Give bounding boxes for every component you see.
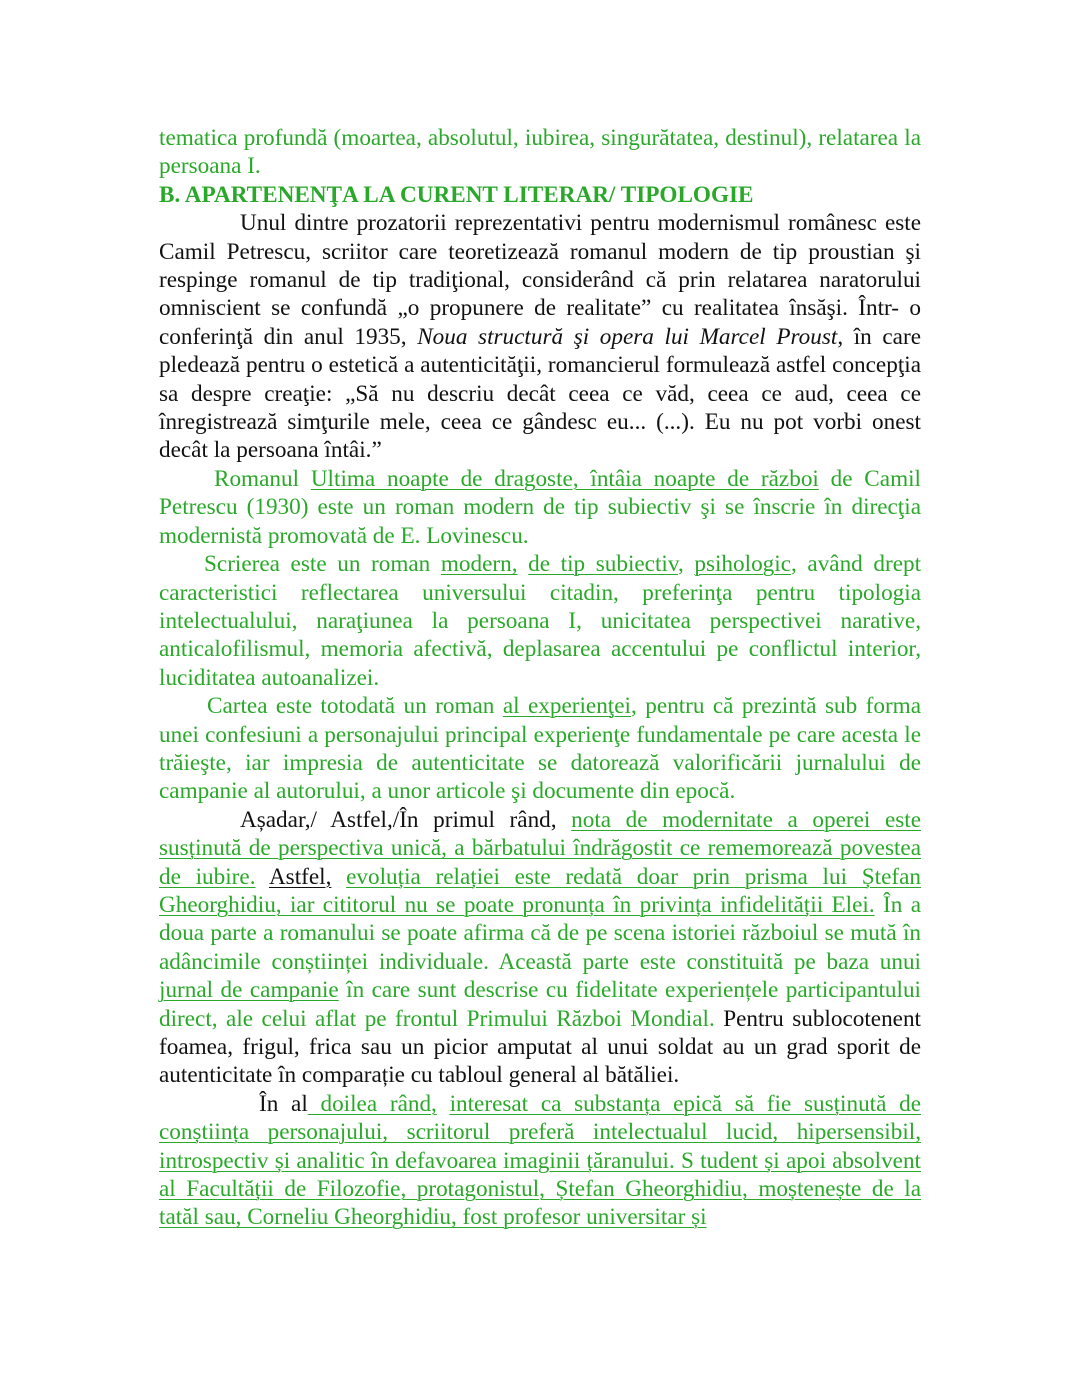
paragraph-romanul [159,465,921,550]
text-run: , pentru că prezintă sub forma unei confesiuni a personajului principal experienţe fundamentale pe care acesta le trăieşte, iar impresia de autenticitate se datorează valorificării jurnalului de campanie al autorului, a unor articole şi documente din epocă. [159,693,922,805]
text-run: , [677,551,695,578]
paragraph-tematica [159,124,921,181]
text-run: Unul dintre prozatorii reprezentativi pentru modernismul românesc este Camil Petrescu, scriitor care teoretizează romanul modern de tip proustian şi respinge romanul de tip tradiţional, considerând că prin relatarea naratorului omniscient se confundă „o propunere de realitate” cu realitatea însăşi. Într- o conferinţă din anul 1935, [159,210,921,350]
document-body [159,124,921,1232]
underlined-connector: Astfel, [268,863,332,890]
section-heading: B. APARTENENŢA LA CURENT LITERAR/ TIPOLOGIE [159,181,754,208]
text-run: În a doua parte a romanului se poate afirma că de pe scena istoriei războiul se mută în adâncimile conștiinței individuale. Această parte este constituită pe baza unui [159,891,921,975]
text-run: , având drept caracteristici reflectarea universului citadin, preferinţa pentru tipologia intelectualului, naraţiunea la persoana I, unicitatea perspectivei narative, anticalofilismul, memoria afectivă, deplasarea accentului pe conflictul interior, luciditatea autoanalizei. [159,551,922,691]
paragraph-camil-petrescu [159,209,921,465]
underlined-term: jurnal de campanie [159,977,339,1004]
paragraph-al-doilea [159,1090,921,1232]
paragraph-cartea [159,692,921,806]
text-run [256,864,269,890]
text-run: Romanul [214,465,311,492]
text-run: în care sunt descrise cu fidelitate experiențele participantului direct, ale celui aflat pe frontul Primului Război Mondial. [159,977,922,1032]
text-run: Scrierea este un roman [204,551,441,578]
conference-title: Noua structură şi opera lui Marcel Proust [417,323,838,350]
text-run [331,864,346,890]
text-run [437,1091,450,1117]
underlined-term: de tip subiectiv [528,551,678,578]
text-run: Cartea este totodată un roman [207,693,503,720]
underlined-term: modern, [440,551,518,578]
underlined-sentence: nota de modernitate a operei este susținută de perspectiva unică, a bărbatului îndrăgostit ce rememorează povestea de iubire. [159,806,921,890]
text-run: de Camil Petrescu (1930) este un roman modern de tip subiectiv şi se înscrie în direcţia modernistă promovată de E. Lovinescu. [159,465,921,549]
paragraph-asadar [159,806,921,1090]
underlined-term: al experienţei [502,693,631,720]
underlined-sentence: evoluția relației este redată doar prin prisma lui Ștefan Gheorghidiu, iar cititorul nu se poate pronunța în privința infidelității Elei. [159,863,921,918]
text-run: tematica profundă (moartea, absolutul, iubirea, singurătatea, destinul), relatarea la persoana I. [159,125,921,180]
paragraph-scrierea [159,550,921,692]
text-run: Așadar,/ Astfel,/În primul rând, [240,806,572,833]
text-run [518,551,529,577]
novel-title: Ultima noapte de dragoste, întâia noapte de război [310,465,819,492]
underlined-term: psihologic [694,551,791,578]
text-run: În al [259,1090,308,1117]
text-run: Pentru sublocotenent foamea, frigul, frica sau un picior amputat al unui soldat au un grad sporit de autenticitate în comparație cu tabloul general al bătăliei. [159,1005,921,1089]
underlined-connector: doilea rând, [307,1090,437,1117]
text-run: , în care pledează pentru o estetică a autenticităţii, romancierul formulează astfel concepţia sa despre creaţie: „Să nu descriu decât ceea ce văd, ceea ce aud, ceea ce înregistrează simţurile mele, ceea ce gândesc eu... (...). Eu nu pot vorbi onest decât la persoana întâi.” [159,323,921,464]
underlined-sentence: interesat ca substanța epică să fie susținută de conștiința personajului, scriitorul preferă intelectualul lucid, hipersensibil, introspectiv și analitic în defavoarea imaginii țăranului. S tudent și apoi absolvent al Facultății de Filozofie, protagonistul, Ștefan Gheorghidiu, moștenește de la tatăl sau, Corneliu Gheorghidiu, fost profesor universitar și [159,1090,922,1231]
